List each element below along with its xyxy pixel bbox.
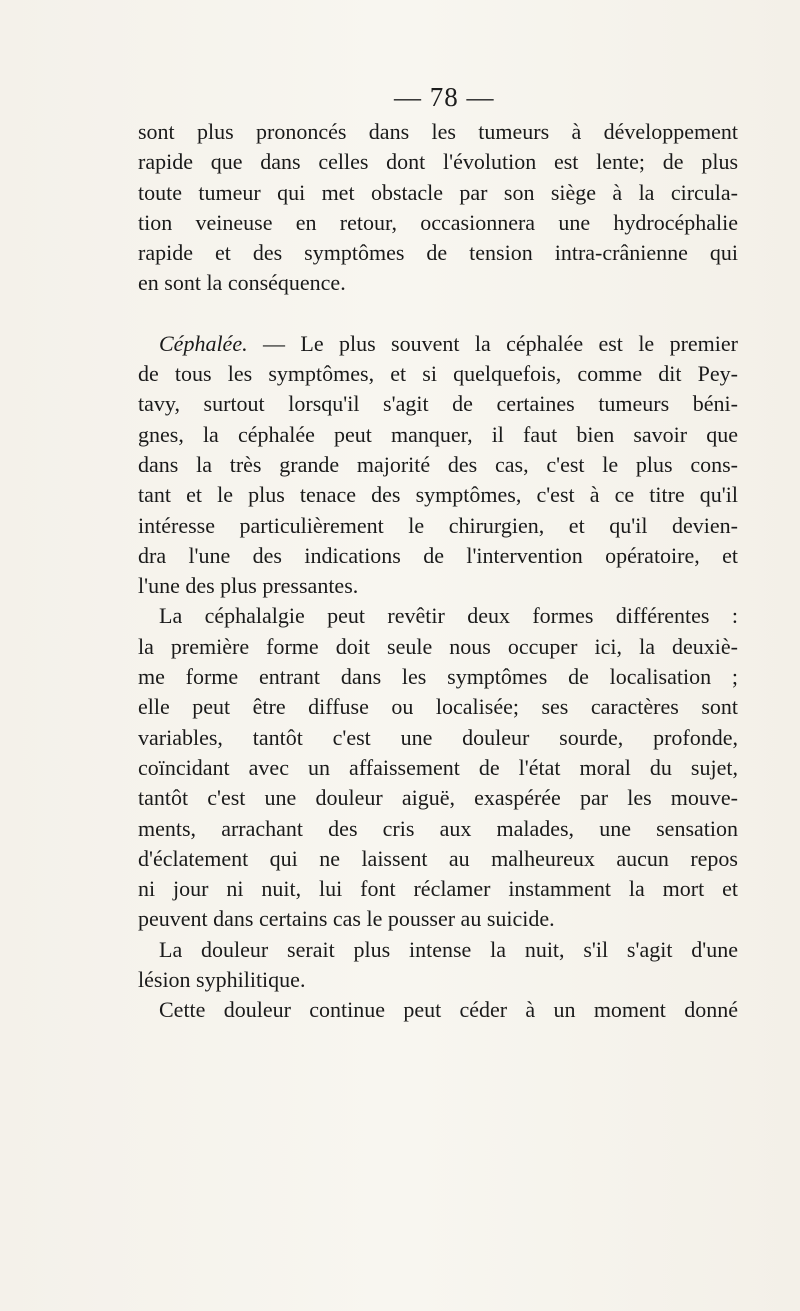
section-heading: Céphalée. xyxy=(159,330,248,356)
text-line: rapide et des symptômes de tension intra-crânienne qui xyxy=(138,240,738,266)
text-line: me forme entrant dans les symptômes de localisation ; xyxy=(138,664,738,690)
text-line: en sont la conséquence. xyxy=(138,270,346,296)
text-line: coïncidant avec un affaissement de l'état moral du sujet, xyxy=(138,754,738,780)
text-line: dra l'une des indications de l'intervention opératoire, et xyxy=(138,542,738,568)
text-line: la première forme doit seule nous occuper ici, la deuxiè- xyxy=(138,633,738,659)
body-text xyxy=(138,117,738,1026)
text-line: tantôt c'est une douleur aiguë, exaspérée par les mouve- xyxy=(138,785,738,811)
text-line: l'une des plus pressantes. xyxy=(138,573,359,599)
text-line: dans la très grande majorité des cas, c'est le plus cons- xyxy=(138,451,738,477)
text-line: tant et le plus tenace des symptômes, c'est à ce titre qu'il xyxy=(138,482,738,508)
text-line: Cette douleur continue peut céder à un moment donné xyxy=(159,997,738,1023)
text-line: La douleur serait plus intense la nuit, s'il s'agit d'une xyxy=(159,936,738,962)
text-line: variables, tantôt c'est une douleur sourde, profonde, xyxy=(138,724,738,750)
text-line: ni jour ni nuit, lui font réclamer instamment la mort et xyxy=(138,876,738,902)
text-line: elle peut être diffuse ou localisée; ses caractères sont xyxy=(138,694,738,720)
text-line xyxy=(138,329,738,359)
text-line: intéresse particulièrement le chirurgien, et qu'il devien- xyxy=(138,512,738,538)
text-line: lésion syphilitique. xyxy=(138,967,306,993)
text-line: toute tumeur qui met obstacle par son siège à la circula- xyxy=(138,179,738,205)
text-line: sont plus prononcés dans les tumeurs à développement xyxy=(138,119,738,144)
text-line: de tous les symptômes, et si quelquefois, comme dit Pey- xyxy=(138,361,738,387)
text-line: tion veineuse en retour, occasionnera une hydrocéphalie xyxy=(138,209,738,235)
heading-line-text: — Le plus souvent la céphalée est le premier xyxy=(247,330,738,356)
text-line: gnes, la céphalée peut manquer, il faut bien savoir que xyxy=(138,421,738,447)
text-line: tavy, surtout lorsqu'il s'agit de certaines tumeurs béni- xyxy=(138,391,738,417)
page-number: — 78 — xyxy=(394,82,495,112)
text-line: peuvent dans certains cas le pousser au suicide. xyxy=(138,906,555,932)
text-line: ments, arrachant des cris aux malades, une sensation xyxy=(138,815,738,841)
paragraph-gap xyxy=(138,299,738,329)
text-line: rapide que dans celles dont l'évolution est lente; de plus xyxy=(138,149,738,175)
text-line: d'éclatement qui ne laissent au malheureux aucun repos xyxy=(138,845,738,871)
text-line: La céphalalgie peut revêtir deux formes différentes : xyxy=(159,603,738,629)
